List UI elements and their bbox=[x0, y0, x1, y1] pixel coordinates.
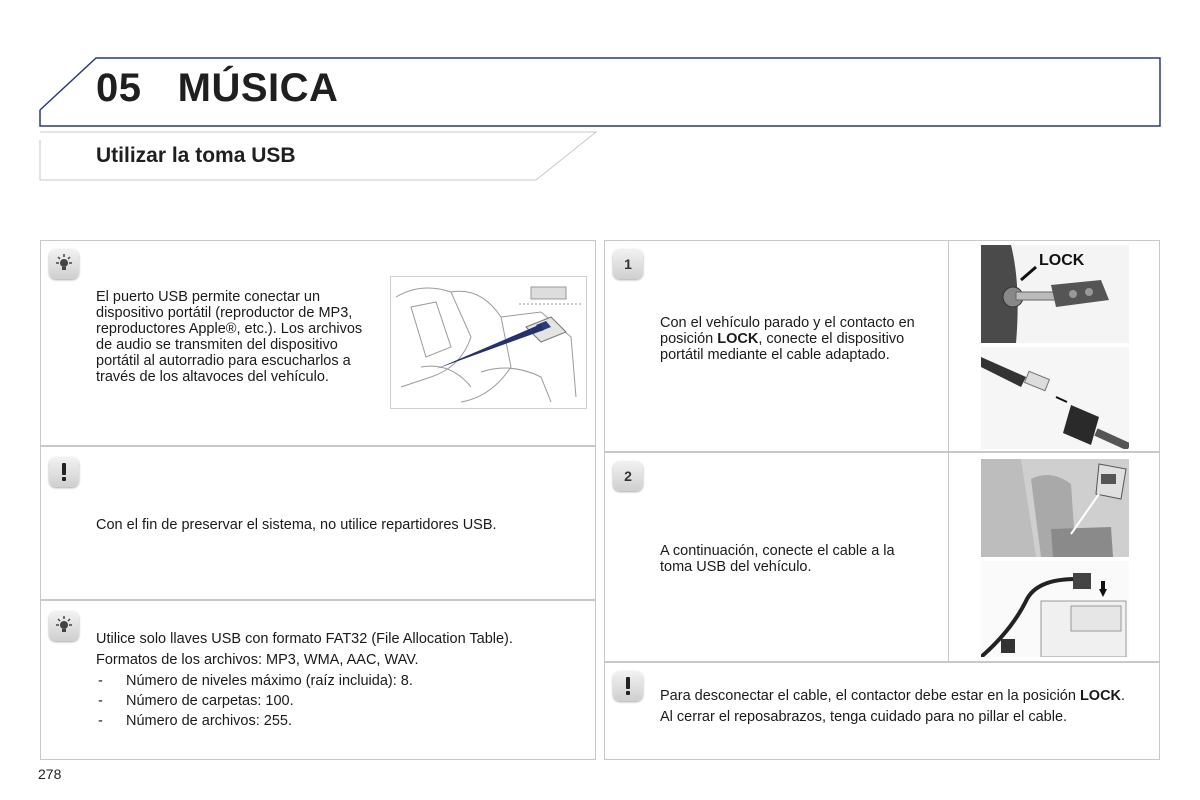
armrest-image bbox=[981, 459, 1129, 557]
tip-text-usb-port: El puerto USB permite conectar un dispositivo portátil (reproductor de MP3, reproductores Apple®, etc.). Los archivos de audio se transmiten del dispositivo portátil al autorradio para escucharlos a través de los altavoces del vehículo. bbox=[96, 289, 363, 385]
step-number-2: 2 bbox=[613, 461, 643, 491]
warning-box-usb-hub bbox=[40, 446, 596, 600]
step-1-text: Con el vehículo parado y el contacto en posición LOCK, conecte el dispositivo portátil mediante el cable adaptado. bbox=[660, 315, 915, 363]
warning-text-usb-hub: Con el fin de preservar el sistema, no utilice repartidores USB. bbox=[96, 517, 497, 533]
console-illustration bbox=[390, 276, 587, 409]
lightbulb-icon bbox=[49, 611, 79, 641]
chapter-title bbox=[96, 66, 338, 111]
tip-box-usb-port bbox=[40, 240, 596, 446]
step-box-1 bbox=[604, 240, 1160, 452]
usb-socket-image bbox=[981, 561, 1129, 657]
ignition-lock-image bbox=[981, 245, 1129, 343]
limits-list bbox=[96, 673, 586, 729]
format-line-fat32: Utilice solo llaves USB con formato FAT32 (File Allocation Table). bbox=[96, 631, 513, 647]
exclamation-icon bbox=[613, 671, 643, 701]
chapter-number: 05 bbox=[96, 66, 142, 110]
armrest-caution-line: Al cerrar el reposabrazos, tenga cuidado para no pillar el cable. bbox=[660, 709, 1068, 725]
section-title: Utilizar la toma USB bbox=[96, 144, 296, 167]
step-2-text: A continuación, conecte el cable a la toma USB del vehículo. bbox=[660, 543, 895, 575]
tip-box-usb-format bbox=[40, 600, 596, 760]
step-number-1: 1 bbox=[613, 249, 643, 279]
list-item: - Número de niveles máximo (raíz incluida): 8. bbox=[96, 673, 586, 689]
exclamation-icon bbox=[49, 457, 79, 487]
tip-text-usb-format bbox=[96, 631, 586, 729]
list-item: - Número de carpetas: 100. bbox=[96, 693, 586, 709]
lock-keyword: LOCK bbox=[717, 331, 759, 347]
page-number: 278 bbox=[38, 766, 62, 782]
lock-keyword: LOCK bbox=[1079, 688, 1122, 704]
chapter-name: MÚSICA bbox=[177, 66, 339, 110]
step-box-2 bbox=[604, 452, 1160, 662]
warning-box-disconnect bbox=[604, 662, 1160, 760]
usb-cable-image bbox=[981, 347, 1129, 449]
format-line-files: Formatos de los archivos: MP3, WMA, AAC, WAV. bbox=[96, 652, 419, 668]
lightbulb-icon bbox=[49, 249, 79, 279]
warning-text-disconnect: Para desconectar el cable, el contactor debe estar en la posición LOCK. Al cerrar el reposabrazos, tenga cuidado para no pillar el cable. bbox=[660, 688, 1150, 725]
lock-image-label: LOCK bbox=[1039, 252, 1085, 269]
list-item: - Número de archivos: 255. bbox=[96, 713, 586, 729]
